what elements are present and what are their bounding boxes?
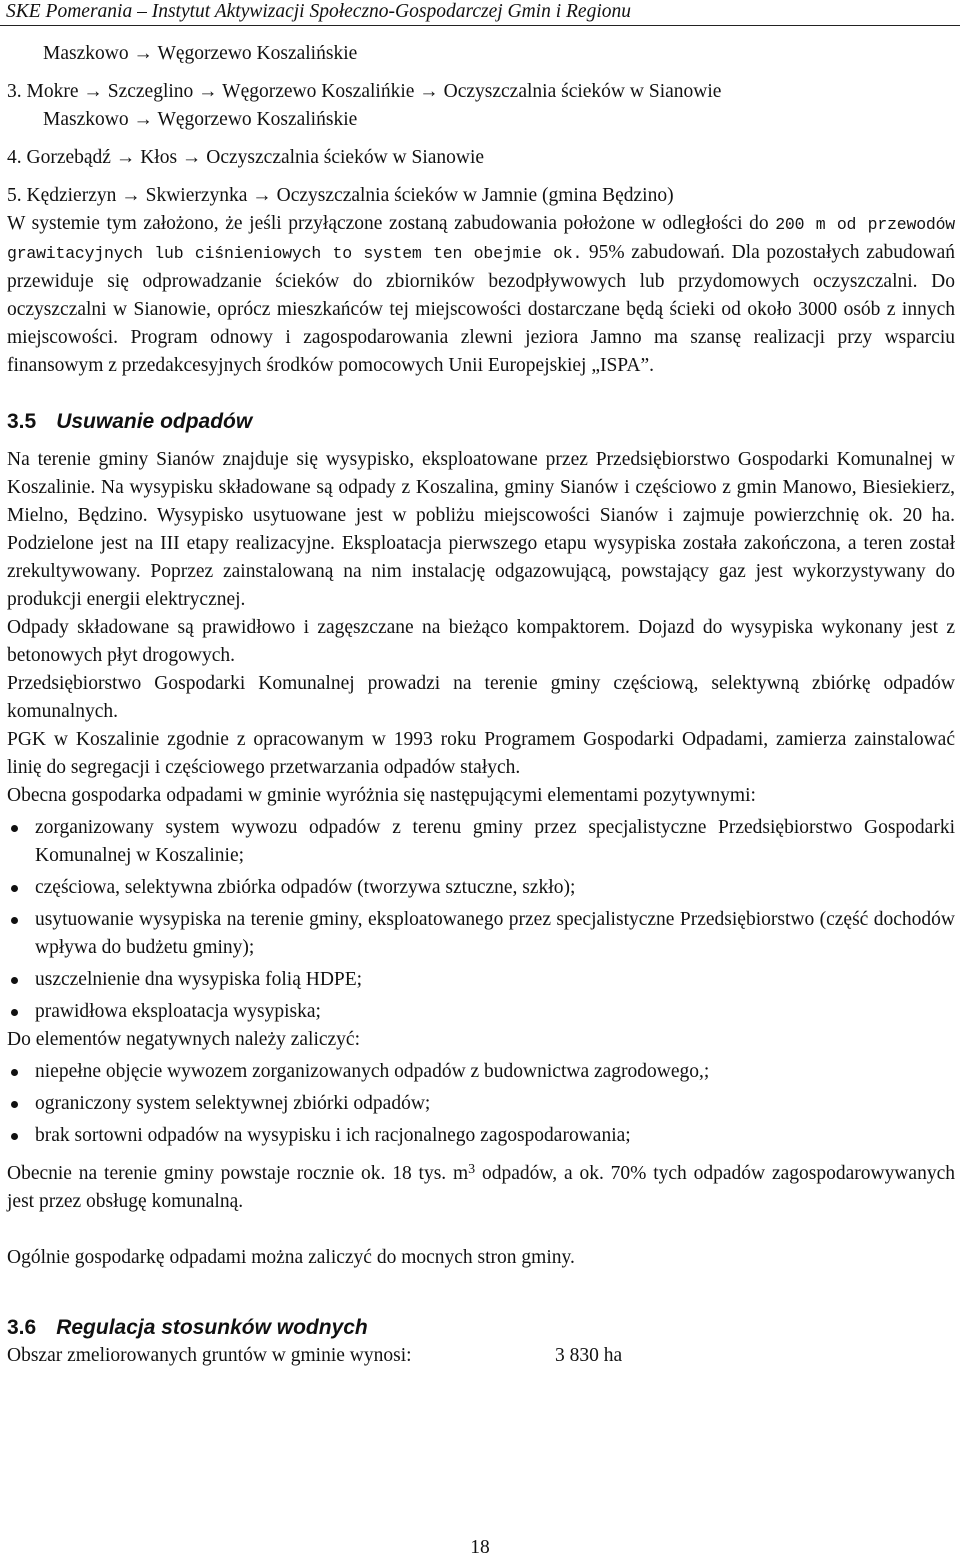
section-number: 3.6 (7, 1316, 37, 1339)
route-3-line-2: Maszkowo → Węgorzewo Koszalińskie (43, 109, 358, 130)
drained-area-label: Obszar zmeliorowanych gruntów w gminie wynosi: (7, 1345, 412, 1366)
page-number: 18 (470, 1537, 490, 1558)
page-body (7, 40, 955, 1370)
waste-paragraph-6: Do elementów negatywnych należy zaliczyć: (7, 1029, 361, 1050)
waste-paragraph-7 (7, 1160, 955, 1216)
running-header: SKE Pomerania – Instytut Aktywizacji Społeczno-Gospodarczej Gmin i Regionu (0, 0, 960, 26)
section-title: Usuwanie odpadów (56, 410, 253, 433)
negative-elements-list (7, 1058, 955, 1150)
route-5: 5. Kędzierzyn → Skwierzynka → Oczyszczalnia ścieków w Jamnie (gmina Będzino) (7, 185, 674, 206)
waste-paragraph-5: Obecna gospodarka odpadami w gminie wyróżnia się następującymi elementami pozytywnymi: (7, 785, 756, 806)
route-3-line-1: 3. Mokre → Szczeglino → Węgorzewo Koszalińkie → Oczyszczalnia ścieków w Sianowie (7, 81, 722, 102)
drained-area-row (7, 1342, 955, 1370)
list-item: prawidłowa eksploatacja wysypiska; (7, 998, 955, 1026)
section-heading-3-6 (7, 1314, 955, 1342)
list-item: uszczelnienie dna wysypiska folią HDPE; (7, 966, 955, 994)
section-title: Regulacja stosunków wodnych (56, 1316, 368, 1339)
waste-paragraph-3: Przedsiębiorstwo Gospodarki Komunalnej prowadzi na terenie gminy częściową, selektywną zbiórkę odpadów komunalnych. (7, 673, 955, 722)
route-2-continuation: Maszkowo → Węgorzewo Koszalińskie (43, 43, 358, 64)
list-item: częściowa, selektywna zbiórka odpadów (tworzywa sztuczne, szkło); (7, 874, 955, 902)
waste-volume-text-1: Obecnie na terenie gminy powstaje rocznie ok. 18 tys. m (7, 1163, 469, 1184)
waste-volume-text-2: odpadów, a ok. 70% tych odpadów zagospodarowywanych jest przez obsługę komunalną. (7, 1163, 955, 1212)
positive-elements-list (7, 814, 955, 1026)
list-item: ograniczony system selektywnej zbiórki odpadów; (7, 1090, 955, 1118)
section-heading-3-5 (7, 408, 955, 436)
waste-paragraph-1: Na terenie gminy Sianów znajduje się wysypisko, eksploatowane przez Przedsiębiorstwo Gospodarki Komunalnej w Koszalinie. Na wysypisku składowane są odpady z Koszalina, gminy Sianów i częściowo z gmin Manowo, Biesiekierz, Mielno, Będzino. Wysypisko usytuowane jest w pobliżu miejscowości Sianów i zajmuje powierzchnię ok. 20 ha. Podzielone jest na III etapy realizacyjne. Eksploatacja pierwszego etapu wysypiska została zakończona, a teren został zrekultywowany. Poprzez zainstalowaną na nim instalację odgazowującą, powstający gaz jest wykorzystywany do produkcji energii elektrycznej. (7, 449, 955, 610)
cubic-superscript: 3 (468, 1162, 476, 1177)
sewer-system-text-1: W systemie tym założono, że jeśli przyłączone zostaną zabudowania położone w odległości do (7, 213, 769, 234)
list-item: zorganizowany system wywozu odpadów z terenu gminy przez specjalistyczne Przedsiębiorstwo Gospodarki Komunalnej w Koszalinie; (7, 814, 955, 870)
list-item: usytuowanie wysypiska na terenie gminy, eksploatowanego przez specjalistyczne Przedsiębiorstwo (część dochodów wpływa do budżetu gminy); (7, 906, 955, 962)
waste-paragraph-2: Odpady składowane są prawidłowo i zagęszczane na bieżąco kompaktorem. Dojazd do wysypiska wykonany jest z betonowych płyt drogowych. (7, 617, 955, 666)
drained-area-value: 3 830 ha (555, 1345, 623, 1366)
waste-paragraph-4: PGK w Koszalinie zgodnie z opracowanym w 1993 roku Programem Gospodarki Odpadami, zamierza zainstalować linię do segregacji i częściowego przetwarzania odpadów stałych. (7, 729, 955, 778)
section-number: 3.5 (7, 410, 37, 433)
sewer-system-text-2: 200 m od przewodów grawitacyjnych lub ciśnieniowych to system ten obejmie ok. (7, 215, 955, 263)
sewer-system-text-3: 95% zabudowań. Dla pozostałych zabudowań przewiduje się odprowadzanie ścieków do zbiorników bezodpływowych lub przydomowych oczyszczalni. Do oczyszczalni w Sianowie, oprócz mieszkańców tej miejscowości dostarczane będą ścieki od około 3000 osób z innych miejscowości. Program odnowy i zagospodarowania zlewni jeziora Jamno ma szansę realizacji przy wsparciu finansowym z przedakcesyjnych środków pomocowych Unii Europejskiej „ISPA”. (7, 242, 955, 376)
sewer-system-paragraph (7, 210, 955, 380)
waste-paragraph-8: Ogólnie gospodarkę odpadami można zaliczyć do mocnych stron gminy. (7, 1247, 575, 1268)
list-item: brak sortowni odpadów na wysypisku i ich racjonalnego zagospodarowania; (7, 1122, 955, 1150)
route-4: 4. Gorzebądź → Kłos → Oczyszczalnia ścieków w Sianowie (7, 147, 485, 168)
list-item: niepełne objęcie wywozem zorganizowanych odpadów z budownictwa zagrodowego,; (7, 1058, 955, 1086)
